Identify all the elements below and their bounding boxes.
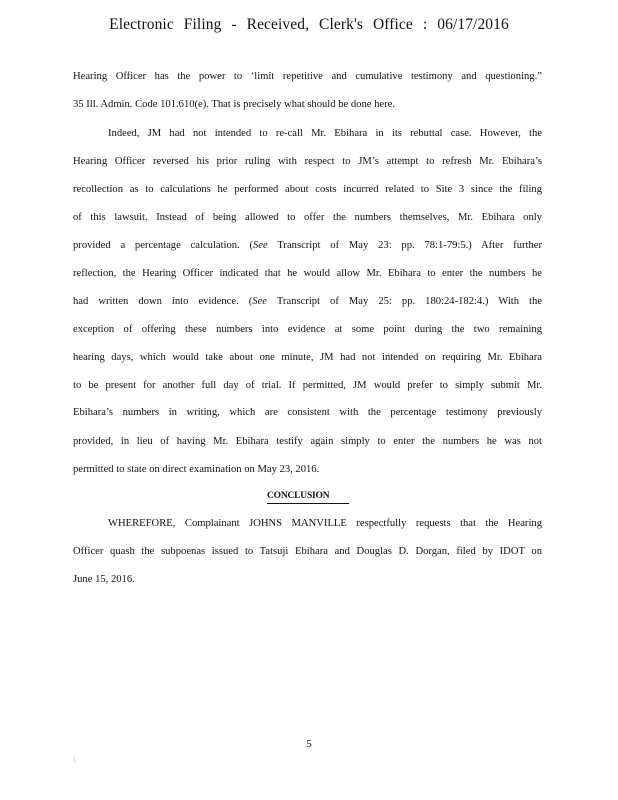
body-line: Indeed, JM had not intended to re-call Mr. Ebihara in its rebuttal case. However, the bbox=[108, 128, 542, 139]
body-line: provided a percentage calculation. (See Transcript of May 23: pp. 78:1-79:5.) After further bbox=[73, 240, 542, 251]
body-line: recollection as to calculations he performed about costs incurred related to Site 3 since the filing bbox=[73, 184, 542, 195]
body-line: hearing days, which would take about one minute, JM had not intended on requiring Mr. Ebihara bbox=[73, 352, 542, 363]
electronic-filing-stamp: Electronic Filing - Received, Clerk's Office : 06/17/2016 bbox=[109, 16, 509, 33]
conclusion-line: WHEREFORE, Complainant JOHNS MANVILLE respectfully requests that the Hearing bbox=[108, 518, 542, 529]
body-line: 35 Ill. Admin. Code 101.610(e). That is precisely what should be done here. bbox=[73, 99, 395, 110]
conclusion-heading: CONCLUSION bbox=[267, 491, 330, 501]
body-line: had written down into evidence. (See Transcript of May 25: pp. 180:24-182:4.) With the bbox=[73, 296, 542, 307]
citation-signal: See bbox=[252, 296, 267, 307]
body-line: permitted to state on direct examination on May 23, 2016. bbox=[73, 464, 320, 475]
body-line: Hearing Officer reversed his prior ruling with respect to JM’s attempt to refresh Mr. Ebihara’s bbox=[73, 156, 542, 167]
page-number: 5 bbox=[306, 738, 312, 750]
conclusion-line: June 15, 2016. bbox=[73, 574, 135, 585]
body-line: reflection, the Hearing Officer indicated that he would allow Mr. Ebihara to enter the numbers he bbox=[73, 268, 542, 279]
body-line: provided, in lieu of having Mr. Ebihara testify again simply to enter the numbers he was not bbox=[73, 436, 542, 447]
body-line: Hearing Officer has the power to ‘limit repetitive and cumulative testimony and questioning.” bbox=[73, 71, 542, 82]
body-line: of this lawsuit. Instead of being allowed to offer the numbers themselves, Mr. Ebihara only bbox=[73, 212, 542, 223]
heading-underline bbox=[267, 503, 349, 504]
conclusion-line: Officer quash the subpoenas issued to Tatsuji Ebihara and Douglas D. Dorgan, filed by IDOT on bbox=[73, 546, 542, 557]
corner-mark: \ bbox=[73, 755, 76, 764]
body-line: to be present for another full day of trial. If permitted, JM would prefer to simply submit Mr. bbox=[73, 380, 542, 391]
body-line: Ebihara’s numbers in writing, which are consistent with the percentage testimony previously bbox=[73, 407, 542, 418]
body-line: exception of offering these numbers into evidence at some point during the two remaining bbox=[73, 324, 542, 335]
citation-signal: See bbox=[253, 240, 268, 251]
